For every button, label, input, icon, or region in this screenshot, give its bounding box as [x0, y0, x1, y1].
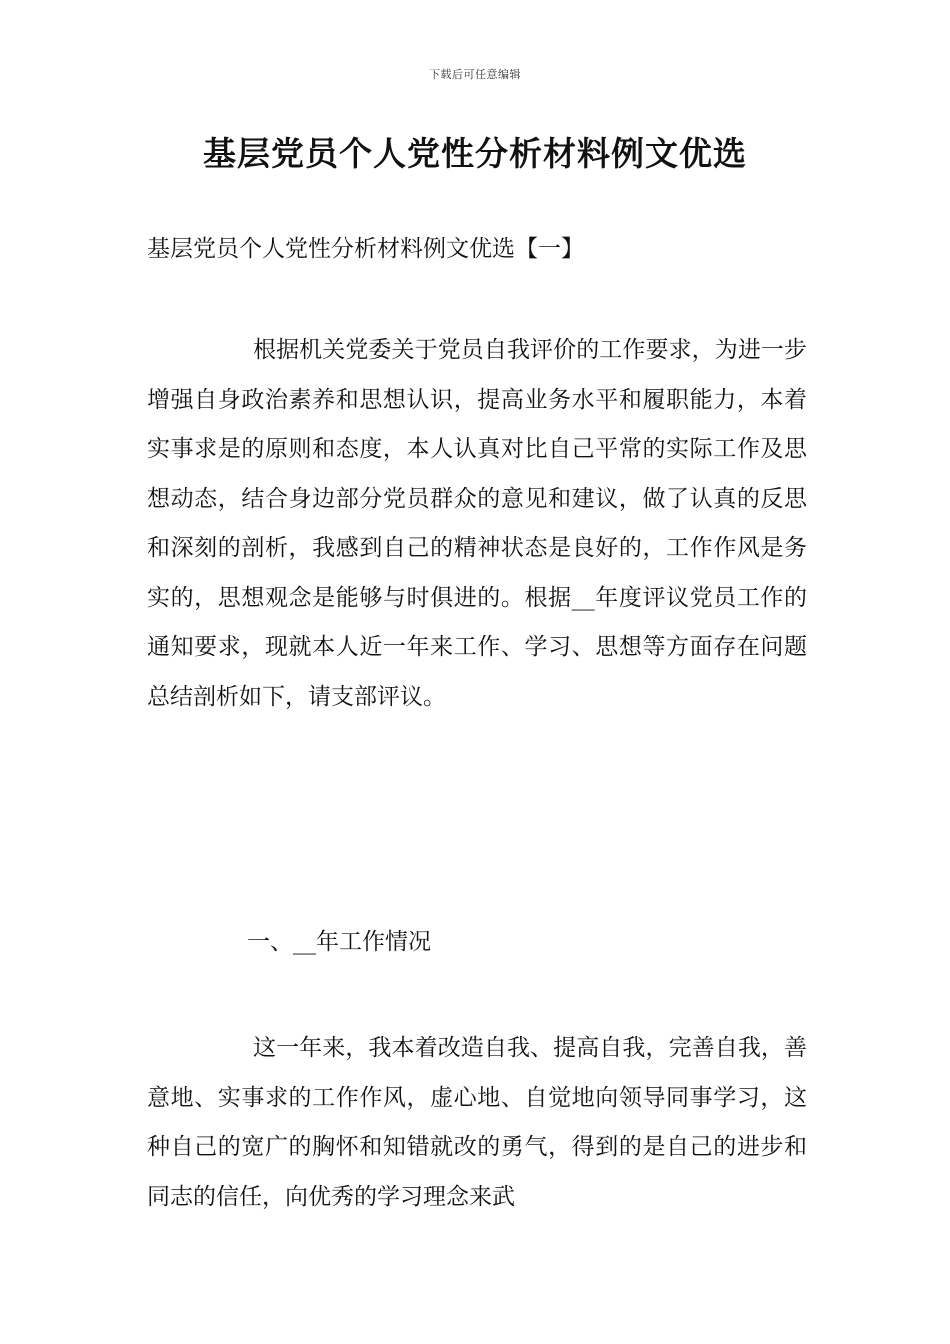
header-note: 下载后可任意编辑: [429, 68, 521, 81]
section-heading: 基层党员个人党性分析材料例文优选【一】: [147, 236, 584, 262]
paragraph-intro: 根据机关党委关于党员自我评价的工作要求，为进一步增强自身政治素养和思想认识，提高业务水平和履职能力，本着实事求是的原则和态度，本人认真对比自己平常的实际工作及思想动态，结合身边部分党员群众的意见和建议，做了认真的反思和深刻的剖析，我感到自己的精神状态是良好的，工作作风是务实的，思想观念是能够与时俱进的。根据__年度评议党员工作的通知要求，现就本人近一年来工作、学习、思想等方面存在问题总结剖析如下，请支部评议。: [147, 337, 807, 710]
document-title: 基层党员个人党性分析材料例文优选: [203, 134, 747, 173]
subheading-work-situation: 一、__年工作情况: [247, 929, 431, 955]
paragraph-work-situation: 这一年来，我本着改造自我、提高自我，完善自我，善意地、实事求的工作作风，虚心地、自觉地向领导同事学习，这种自己的宽广的胸怀和知错就改的勇气，得到的是自己的进步和同志的信任，向优秀的学习理念来武: [147, 1035, 807, 1210]
